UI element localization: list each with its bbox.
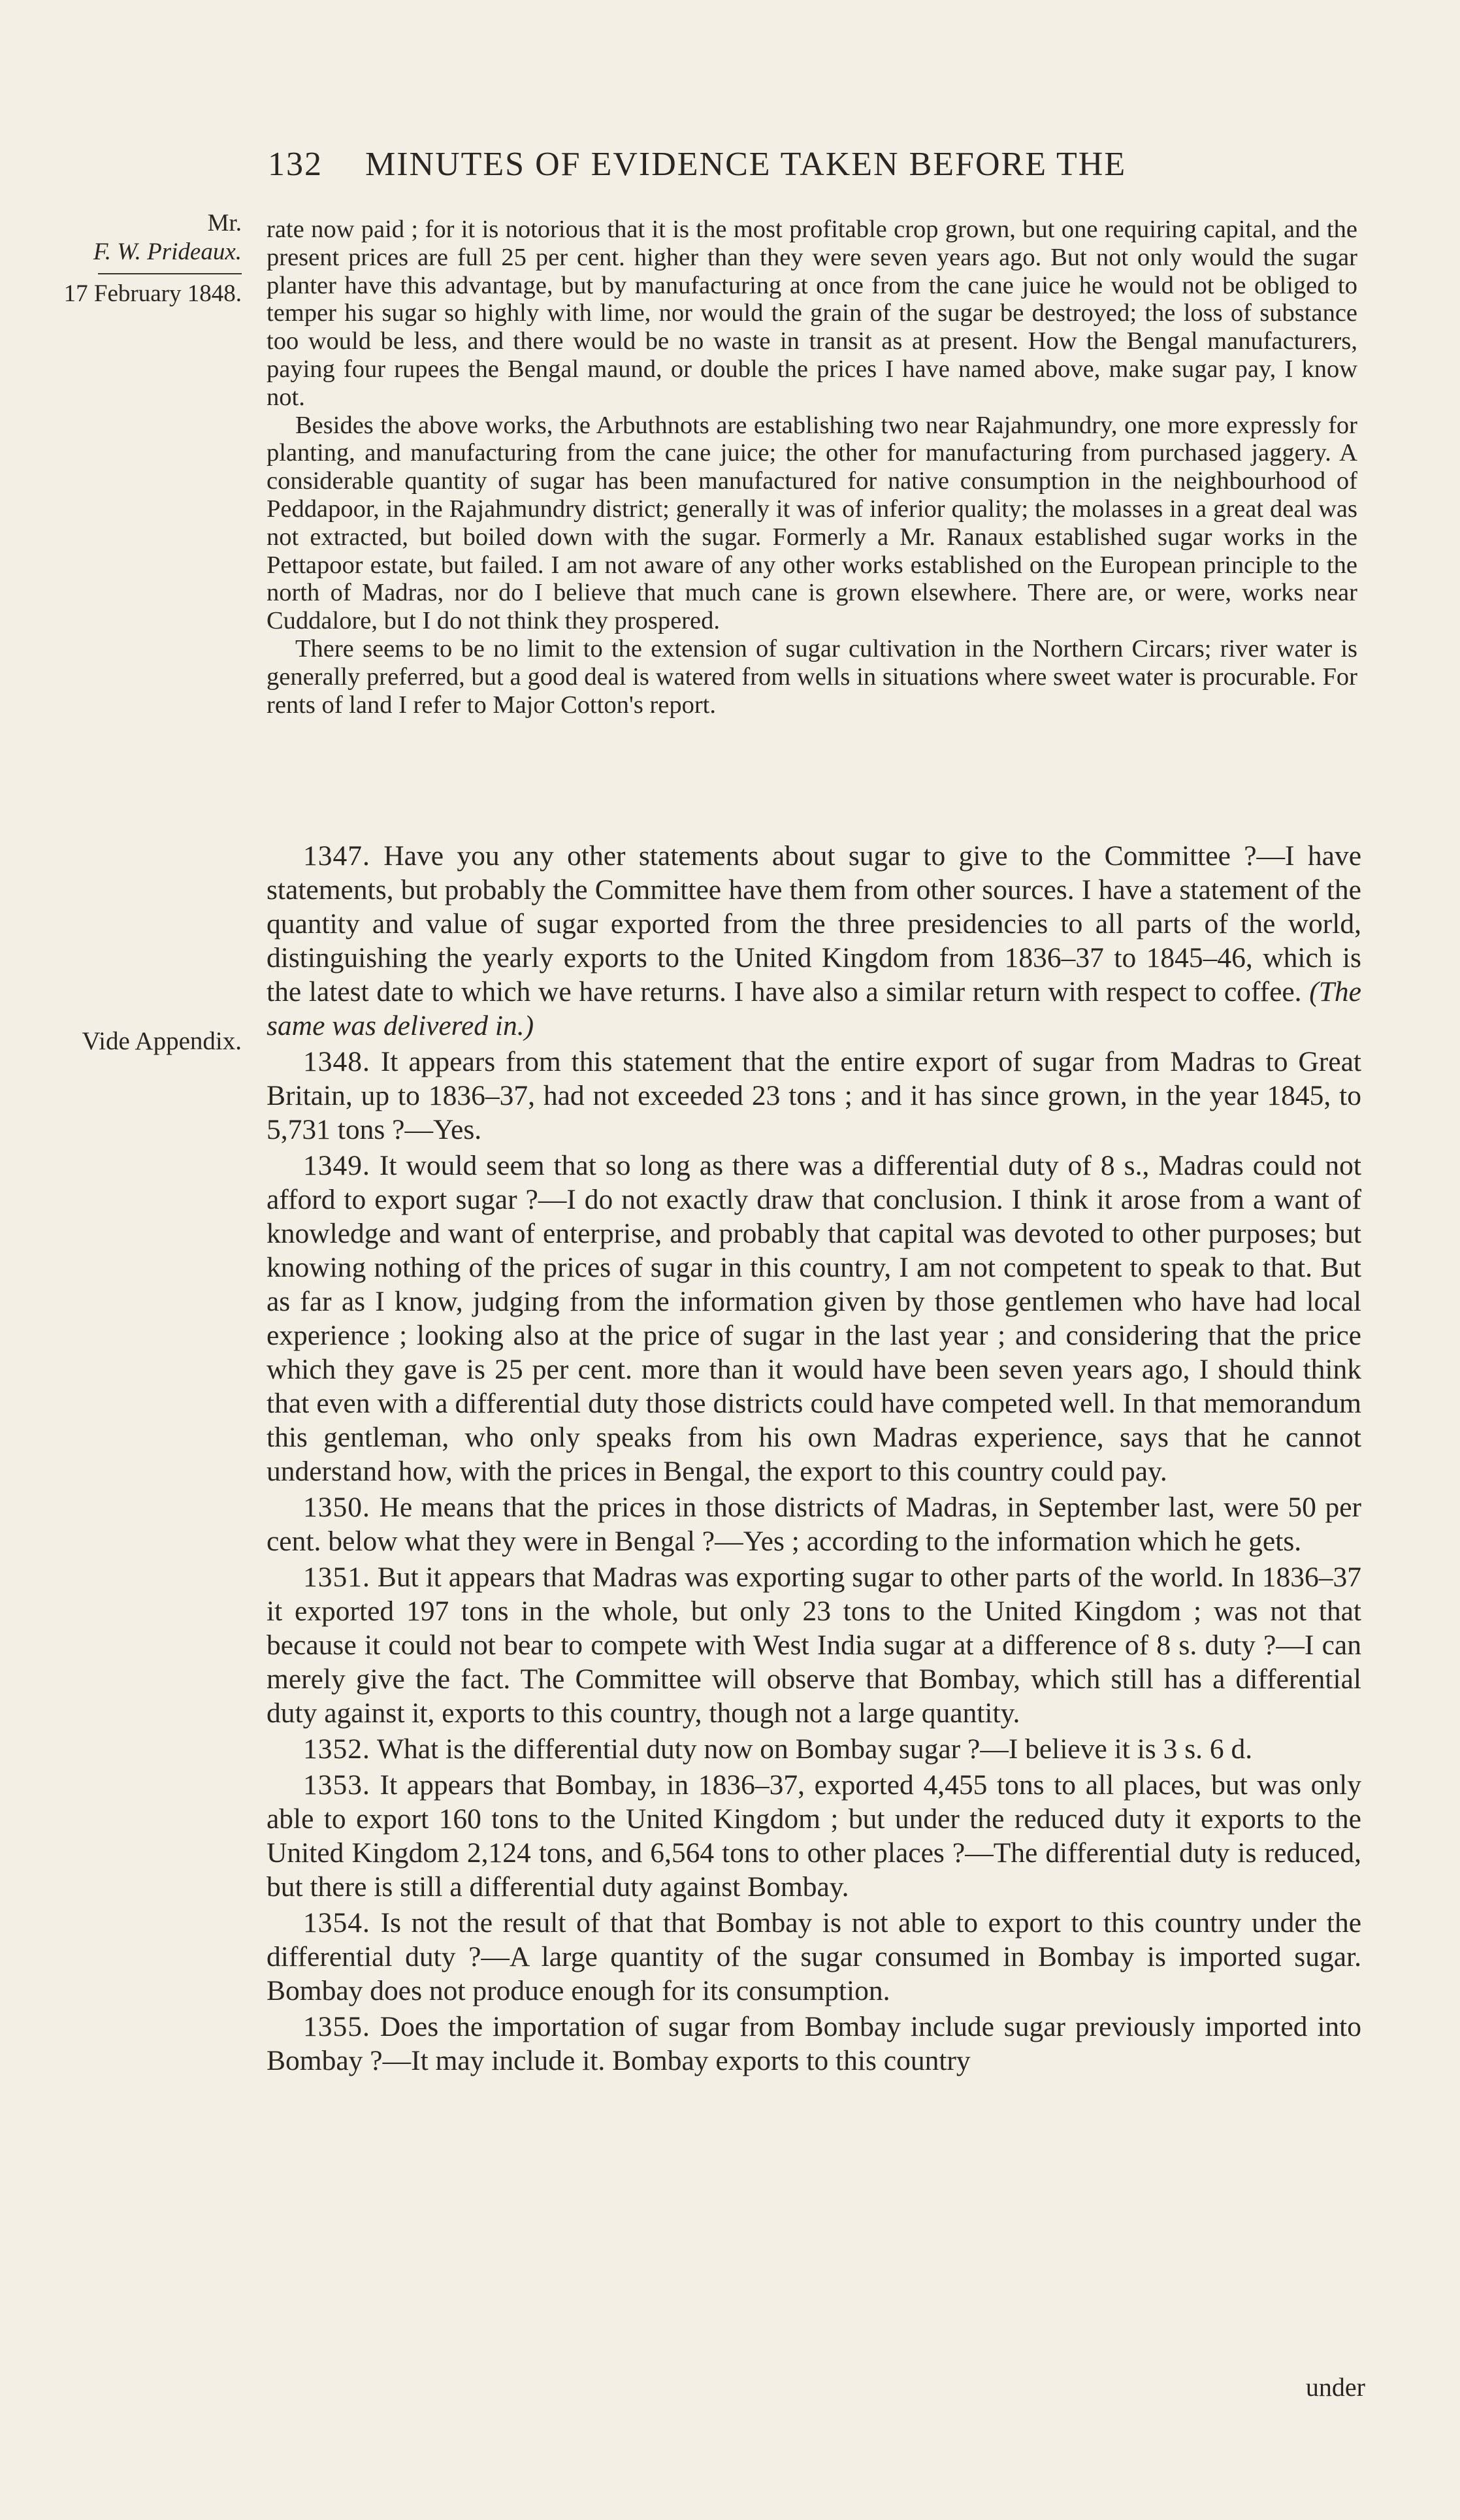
question-text: It appears that Bombay, in 1836–37, exported 4,455 tons to all places, but was only able to export 160 tons to the United Kingdom ; but under the reduced duty it exports to the United Kingdom 2,124 tons, and 6,564 tons to other places ?—The differential duty is reduced, but there is still a differential duty against Bombay. xyxy=(267,1769,1361,1903)
question-list xyxy=(267,839,1361,2080)
question-text: Have you any other statements about sugar to give to the Committee ?—I have statements, but probably the Committee have them from other sources. I have a statement of the quantity and value of sugar exported from the three presidencies to all parts of the world, distinguishing the yearly exports to the United Kingdom from 1836–37 to 1845–46, which is the latest date to which we have returns. I have also a similar return with respect to coffee. xyxy=(267,840,1361,1007)
question-text: But it appears that Madras was exporting sugar to other parts of the world. In 1836–37 it exported 197 tons in the whole, but only 23 tons to the United Kingdom ; was not that because it could not bear to compete with West India sugar at a difference of 8 s. duty ?—I can merely give the fact. The Committee will observe that Bombay, which still has a differential duty against it, exports to this country, though not a large quantity. xyxy=(267,1562,1361,1729)
appendix-note: Vide Appendix. xyxy=(82,1027,242,1055)
question-number: 1347. xyxy=(303,840,370,872)
question-1349 xyxy=(267,1149,1361,1488)
witness-prefix: Mr. xyxy=(207,210,242,237)
question-italic-note: (The same was delivered in.) xyxy=(267,976,1361,1041)
statement-paragraph: There seems to be no limit to the extension of sugar cultivation in the Northern Circars; river water is generally preferred, but a good deal is watered from wells in situations where sweet water is procurable. For rents of land I refer to Major Cotton's report. xyxy=(267,634,1357,719)
question-1351 xyxy=(267,1560,1361,1730)
question-text: It would seem that so long as there was a differential duty of 8 s., Madras could not afford to export sugar ?—I do not exactly draw that conclusion. I think it arose from a want of knowledge and want of enterprise, and probably that capital was devoted to other purposes; but knowing nothing of the prices of sugar in this country, I am not competent to speak to that. But as far as I know, judging from the information given by those gentlemen who have had local experience ; looking also at the price of sugar in the last year ; and considering that the price which they gave is 25 per cent. more than it would have been seven years ago, I should think that even with a differential duty those districts could have competed well. In that memorandum this gentleman, who only speaks from his own Madras experience, says that he cannot understand how, with the prices in Bengal, the export to this country could pay. xyxy=(267,1150,1361,1487)
running-header xyxy=(268,145,1365,184)
question-text: Is not the result of that that Bombay is not able to export to this country under the differential duty ?—A large quantity of the sugar consumed in Bombay is imported sugar. Bombay does not produce enough for its consumption. xyxy=(267,1907,1361,2006)
question-1348 xyxy=(267,1045,1361,1147)
witness-name: F. W. Prideaux. xyxy=(93,238,242,265)
witness-margin-note xyxy=(26,209,242,308)
question-text: It appears from this statement that the entire export of sugar from Madras to Great Britain, up to 1836–37, had not exceeded 23 tons ; and it has since grown, in the year 1845, to 5,731 tons ?—Yes. xyxy=(267,1046,1361,1145)
question-1354 xyxy=(267,1906,1361,2008)
question-1352 xyxy=(267,1732,1361,1766)
question-text: What is the differential duty now on Bombay sugar ?—I believe it is 3 s. 6 d. xyxy=(370,1733,1253,1765)
question-1353 xyxy=(267,1768,1361,1904)
statement-paragraph: rate now paid ; for it is notorious that it is the most profitable crop grown, but one requiring capital, and the present prices are full 25 per cent. higher than they were seven years ago. But not only would the sugar planter have this advantage, but by manufacturing at once from the cane juice he would not be obliged to temper his sugar so highly with lime, nor would the grain of the sugar be destroyed; the loss of substance too would be less, and there would be no waste in transit as at present. How the Bengal manufacturers, paying four rupees the Bengal maund, or double the prices I have named above, make sugar pay, I know not. xyxy=(267,216,1357,411)
question-number: 1350. xyxy=(303,1492,370,1523)
question-number: 1353. xyxy=(303,1769,370,1801)
margin-rule xyxy=(98,273,242,274)
catchword: under xyxy=(1305,2372,1365,2402)
question-1350 xyxy=(267,1490,1361,1558)
evidence-date: 17 February 1848. xyxy=(63,280,242,307)
question-number: 1348. xyxy=(303,1046,370,1077)
question-number: 1351. xyxy=(303,1562,370,1593)
continued-statement xyxy=(267,216,1357,719)
question-number: 1349. xyxy=(303,1150,370,1181)
page-title: MINUTES OF EVIDENCE TAKEN BEFORE THE xyxy=(365,146,1127,183)
appendix-margin-note xyxy=(26,1027,242,1056)
question-text: He means that the prices in those districts of Madras, in September last, were 50 per cent. below what they were in Bengal ?—Yes ; according to the information which he gets. xyxy=(267,1492,1361,1557)
question-number: 1355. xyxy=(303,2011,370,2042)
question-number: 1354. xyxy=(303,1907,370,1939)
question-1355 xyxy=(267,2010,1361,2078)
question-1347 xyxy=(267,839,1361,1043)
question-text: Does the importation of sugar from Bombay include sugar previously imported into Bombay ?—It may include it. Bombay exports to this country xyxy=(267,2011,1361,2076)
question-number: 1352. xyxy=(303,1733,370,1765)
page-number: 132 xyxy=(268,146,323,183)
statement-paragraph: Besides the above works, the Arbuthnots are establishing two near Rajahmundry, one more expressly for planting, and manufacturing from the cane juice; the other for manufacturing from purchased jaggery. A considerable quantity of sugar has been manufactured for native consumption in the neighbourhood of Peddapoor, in the Rajahmundry district; generally it was of inferior quality; the molasses in a great deal was not extracted, but boiled down with the sugar. Formerly a Mr. Ranaux established sugar works in the Pettapoor estate, but failed. I am not aware of any other works established on the European principle to the north of Madras, nor do I believe that much cane is grown elsewhere. There are, or were, works near Cuddalore, but I do not think they prospered. xyxy=(267,411,1357,635)
